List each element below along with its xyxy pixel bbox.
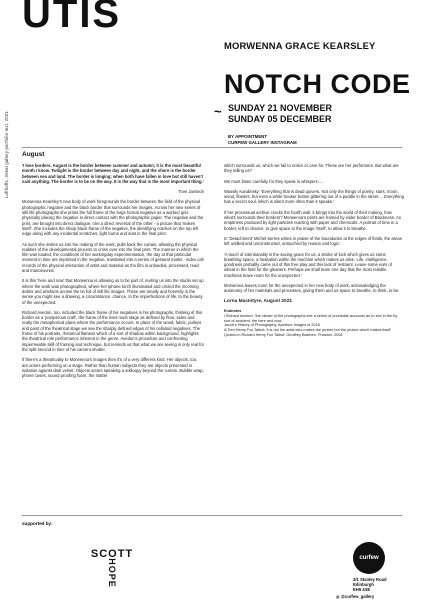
- date-range-tilde-icon: ~: [214, 104, 222, 119]
- essay-paragraph: As such she invites us into the making of the work, pulls back the curtain, allowing the physical realities of the developmental process to cross over into the final print. The manner in which the film was loaded, the conditions of her workingday experimentation, the day at that particular moment in time are imprinted in the negative, translated into a series of gestural marks - index call records of the physical interaction of artist and material as the film is unloaded, processed, read and manoeuvred.: [22, 241, 204, 274]
- essay-paragraph: In 'Detachment' Michel Serres writes in praise of the boundaries at the edges of fields, the areas left untilled and unconstructed, untouched by reason and logic:: [224, 235, 402, 247]
- appointment-via-line: CURFEW GALLERY INSTAGRAM: [228, 139, 297, 145]
- start-date: SUNDAY 21 NOVEMBER: [228, 103, 333, 113]
- essay-paragraph: If there's a theatricality to Morwenna's images then it's of a very different kind. Her objects, too, are actors performing on a stage. Rather than human subjects they are objects presented in isolation against dark velvet. Objects actors speaking a soliloquy beyond the curtain. Bubble wrap, phone cases, sound proofing foam; the matter: [22, 357, 204, 379]
- divider-bottom: [22, 515, 402, 516]
- endnote: Jacob's History of Photography, Aperture Images of 2018: [224, 323, 320, 328]
- side-caption: Lufthoffs, Great gallery portfolio text, 2021: [4, 111, 9, 198]
- address-line: Edinburgh: [353, 582, 374, 587]
- essay-paragraph: Wassily Kandinsky: 'Everything that is dead quivers. Not only the things of poetry, stars, moon, wood, flowers, but even a white trouser button glittering out of a puddle in the street.... Everything has a secret soul, which is silent more often than it speaks.': [224, 188, 404, 205]
- endnote: Quoted in Richard Henry Fox Talbot: Geoffrey Batchen, Phaidon, 2008: [224, 332, 343, 337]
- scott-hope-logo: [88, 527, 136, 593]
- essay-paragraph: Richard Avedon, too, included the black frame of his negatives in his photographs, thinking of this border as a 'prosperous craft', the frame of the lives must stage as defined by floor, sides and realty the metaphorical plane where the performance occurs. In place of the wood, fabric, pulleys and paint of the theatrical stage we see the sharply defined edges of his celluloid negatives. The frame of his portraits, rhetorical flatness which of a sort of shadow within background, highlights the theatrical role performance inherent in the genre. Avedon's procedure and confronting impermeable skill of framing and technique, but reminds us that what we are seeing is only real for the split second in time of his camera shutter.: [22, 309, 205, 352]
- end-date: SUNDAY 05 DECEMBER: [228, 114, 332, 124]
- social-handle-text: @curfew_gallery: [340, 594, 375, 599]
- address-line: EH6 4SE: [353, 587, 371, 592]
- sponsor-word-2: HOPE: [107, 558, 117, 588]
- opening-quote: 'I love borders. August is the border between summer and autumn; it is the most beautiful month I know. Twilight is the border between day and night, and the shore is the border between sea and land. The border is longing; when both have fallen in love but still haven't said anything. The border is to be on the way. It is the way that is the most important thing.': [22, 163, 204, 184]
- sponsor-word-1: SCOTT: [90, 548, 134, 560]
- gallery-address: [353, 577, 387, 592]
- essay-paragraph: Morwenna Kearsley's new body of work foregrounds the border between the field of the physical photographic negative and the black border that surrounds her images. Across her new series of still life photographs she prints the full frame of the large format negative as a worked grid, physically placing the negative in direct contact with the photographic paper. The negative and the print, are brought into direct dialogue; one a direct reversal of the other - a picture that 'makes itself'. She includes the sharp black frame of the negative, the identifying notches on the top left edge along with any incidental scratches, light burns and dust in the final print.: [22, 199, 204, 237]
- social-handle: [336, 594, 374, 599]
- divider-top: [22, 147, 402, 148]
- essay-paragraph: If her processual archive cracks the fourth wall, it brings into the world of their making, how what's surrounds their borders? Morwenna's prints are framed by wider border of Blackness. An emptiness produced by light particles reacting with paper and chemicals. A portrait of time in a border; left to chance, to give space to the image 'itself', to allow it to breathe.: [224, 209, 402, 231]
- endnotes-heading: Endnotes: [224, 308, 242, 313]
- essay-left-column: [22, 163, 204, 383]
- quote-attribution: Tove Jansson: [178, 189, 204, 195]
- artist-name: MORWENNA GRACE KEARSLEY: [224, 40, 376, 51]
- essay-paragraph: It is this 'here and now' that Morwenna is allowing us to be part of, inviting us into the studio set up where the work was photographed, where her iphone torch illuminated and circled the incoming debris and artefacts across the tin foil of still life images. These are tonally and honestly in the sense you might see a drawing, a circumstance, chance, to the imperfections of life, to the beauty of the unexpected.: [22, 278, 204, 305]
- cropped-logo-lettering: UTIS: [22, 0, 122, 36]
- appointment-info: [228, 134, 297, 145]
- instagram-icon: ◎: [336, 594, 341, 599]
- essay-right-column: [224, 163, 404, 338]
- essay-paragraph: We must listen carefully for they speak in whispers.....: [224, 178, 324, 184]
- author-signature: Lorna MacIntyre, August 2021: [224, 298, 293, 304]
- endnote: i Richard Avedon: 'the viewer of the photographs see a series of unreliable accounts an to see in the fry sort of accident, the here and now': [224, 313, 398, 323]
- endnotes: [224, 309, 404, 338]
- appointment-line: BY APPOINTMENT: [228, 134, 268, 139]
- address-line: 3/1 Stanley Road: [353, 577, 387, 582]
- curfew-logo-badge: curfew: [353, 542, 385, 574]
- supported-by-label: supported by:: [22, 521, 53, 526]
- essay-paragraph: which surrounds us, which we fail to notice or care for. These are her performers. But what are they telling us?: [224, 163, 399, 174]
- essay-heading: August: [22, 151, 45, 158]
- endnote: iii Tom Henry Fox Talbot: It is not the artist who makes the picture but the picture which makes itself': [224, 328, 392, 333]
- essay-paragraph: Morwenna leaves room for the unexpected in her new body of work, acknowledging the autonomy of her materials and processes, giving them and us space to breathe, to think, to be.: [224, 283, 400, 294]
- exhibition-title: NOTCH CODE: [224, 69, 411, 99]
- essay-paragraph: 'A touch of intentionality is the saving grace for us, a stroke of luck which gives us some breathing space, a hesitation within the machine which makes us alive. Life, intelligence, goodness probably came out of this free play and this lack of restraint. Leave some ears of wheat in the field for the gleaners. Perhaps we shall learn one day that the most reliable machines leave room for the unexpected.': [224, 251, 392, 278]
